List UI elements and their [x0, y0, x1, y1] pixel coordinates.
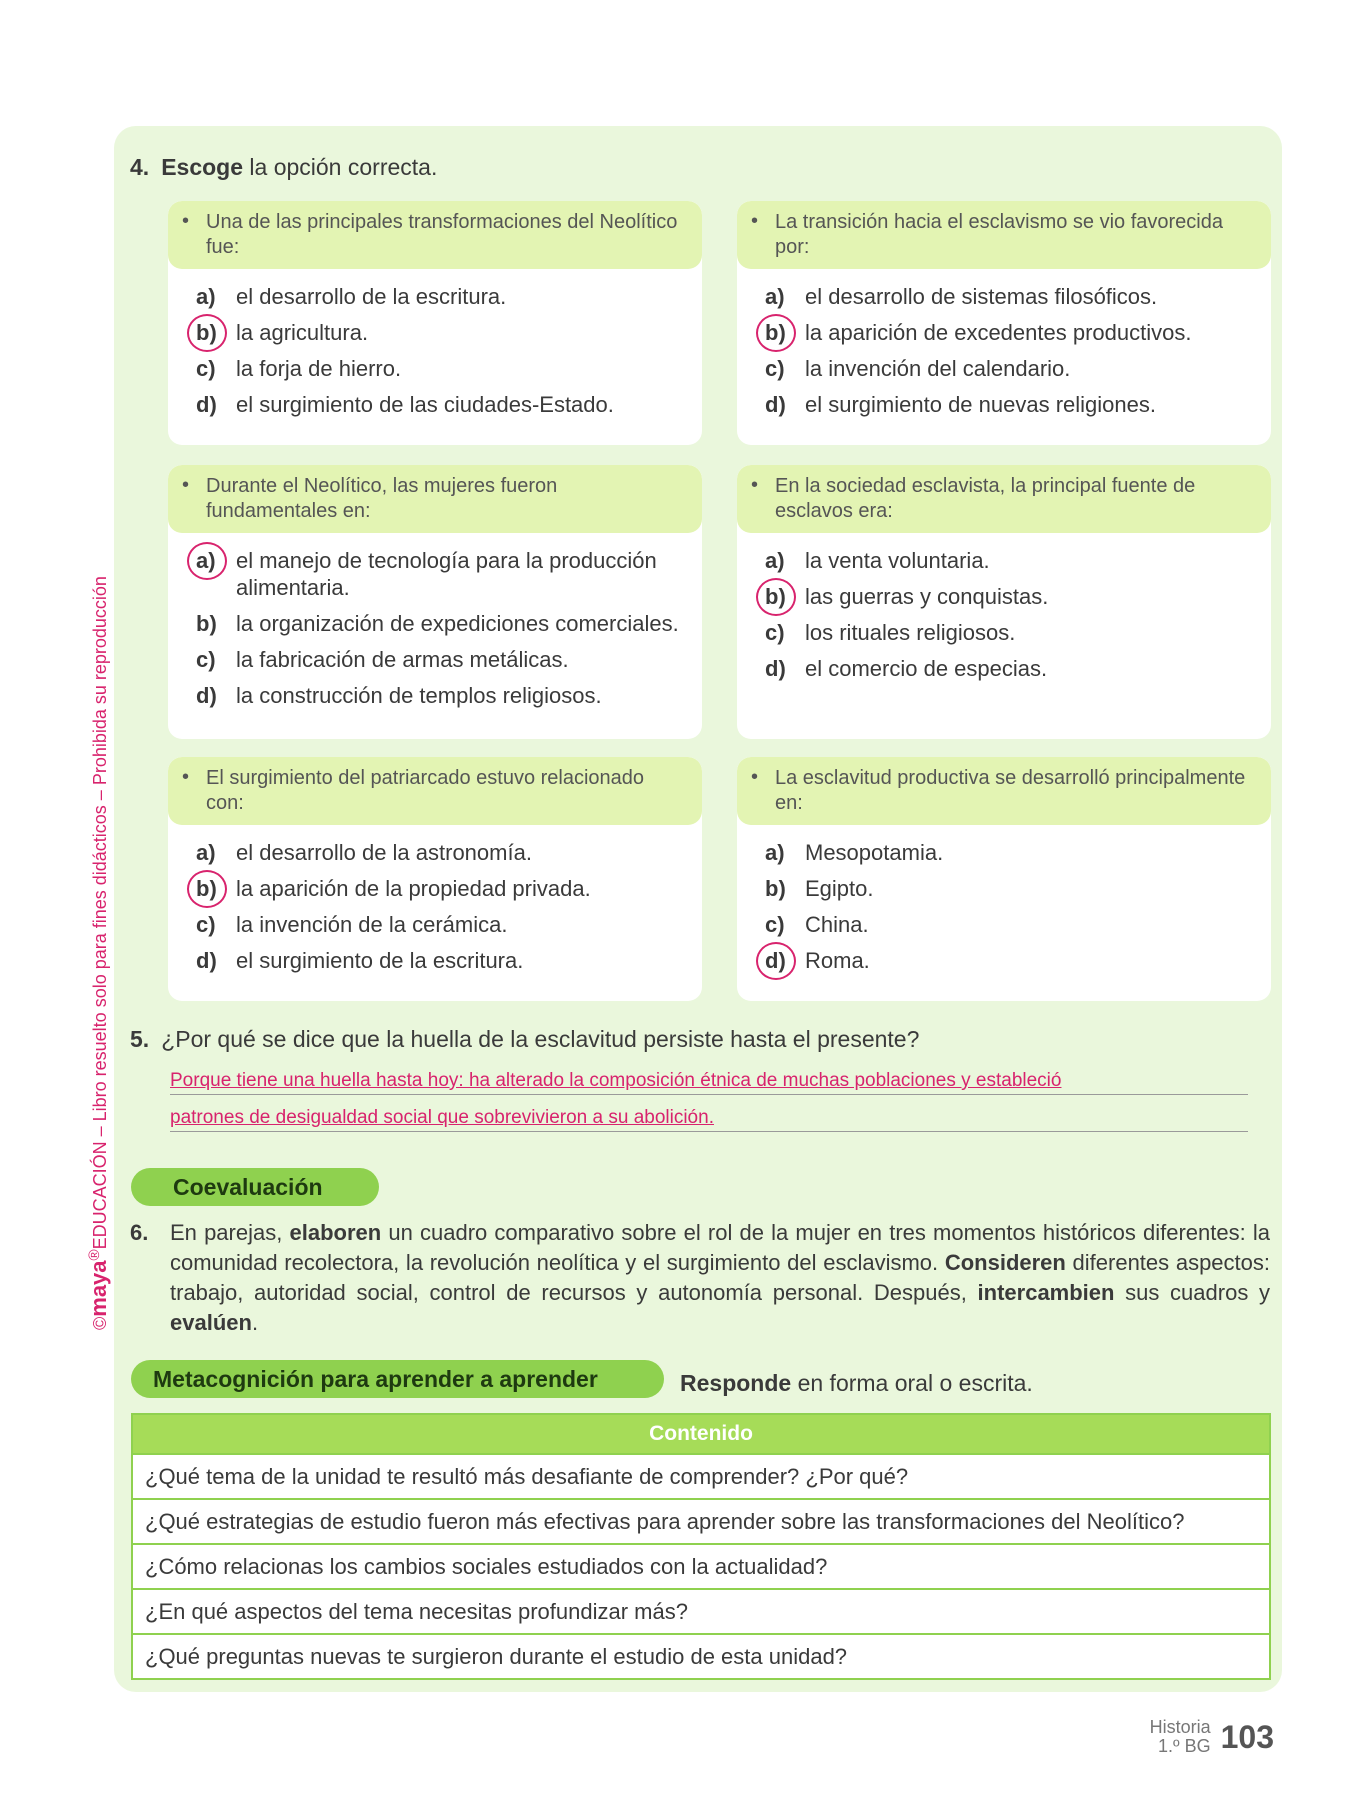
option-letter: c) — [765, 620, 785, 645]
options-list — [168, 533, 702, 709]
page-footer — [1150, 1718, 1274, 1756]
option-letter: d) — [196, 948, 217, 973]
question-card — [168, 465, 702, 739]
question-6-text — [170, 1218, 1270, 1338]
option-item[interactable] — [196, 947, 682, 974]
option-text: la aparición de excedentes productivos. — [805, 320, 1192, 345]
answer-line-1[interactable]: Porque tiene una huella hasta hoy: ha alterado la composición étnica de muchas poblaciones y estableció — [170, 1070, 1248, 1095]
option-text: China. — [805, 912, 869, 937]
question-number: 5. — [130, 1026, 150, 1052]
option-letter: d) — [196, 683, 217, 708]
card-prompt: • La esclavitud productiva se desarrolló principalmente en: — [737, 757, 1271, 825]
option-text: la venta voluntaria. — [805, 548, 990, 573]
option-text: la organización de expediciones comerciales. — [236, 611, 679, 636]
options-list — [737, 533, 1271, 682]
option-letter: c) — [196, 912, 216, 937]
brand-logo-text: maya — [86, 1260, 111, 1317]
option-item[interactable] — [765, 911, 1251, 938]
option-letter: a) — [196, 284, 216, 309]
metacognicion-instruction — [680, 1370, 1033, 1397]
option-letter: c) — [196, 356, 216, 381]
option-item[interactable] — [765, 355, 1251, 382]
bold-run: intercambien — [977, 1280, 1115, 1305]
metacognition-table — [131, 1413, 1271, 1680]
option-letter: c) — [765, 356, 785, 381]
option-text: el manejo de tecnología para la producción alimentaria. — [236, 548, 657, 600]
question-card — [737, 757, 1271, 1001]
option-letter: a) — [765, 548, 785, 573]
side-note-text: EDUCACIÓN – Libro resuelto solo para fines didácticos – Prohibida su reproducción — [90, 576, 110, 1250]
option-item[interactable] — [765, 839, 1251, 866]
option-letter: a) — [765, 284, 785, 309]
table-row — [132, 1499, 1270, 1544]
instruction-text: la opción correcta. — [243, 154, 438, 180]
option-item[interactable] — [765, 283, 1251, 310]
subject-name: Historia — [1149, 1717, 1211, 1737]
page-number: 103 — [1220, 1718, 1274, 1755]
question-card — [168, 201, 702, 445]
option-letter: a) — [196, 840, 216, 865]
option-item-selected[interactable] — [196, 875, 682, 902]
option-letter: d) — [196, 392, 217, 417]
option-item-selected[interactable] — [196, 547, 682, 601]
option-text: la forja de hierro. — [236, 356, 402, 381]
bold-run: Consideren — [944, 1250, 1066, 1275]
text-run: diferentes aspectos: trabajo, autoridad social, control de recursos y autonomía personal. Después, — [170, 1250, 1270, 1305]
options-list — [737, 269, 1271, 418]
question-number: 4. — [130, 154, 150, 180]
text-run: En parejas, — [170, 1220, 290, 1245]
question-card — [168, 757, 702, 1001]
table-row — [132, 1544, 1270, 1589]
prompt-text: En la sociedad esclavista, la principal fuente de esclavos era: — [775, 475, 1196, 522]
text-run: sus cuadros y — [1114, 1280, 1271, 1305]
prompt-text: Una de las principales transformaciones del Neolítico fue: — [206, 211, 678, 258]
prompt-text: La esclavitud productiva se desarrolló principalmente en: — [775, 767, 1246, 814]
option-text: el comercio de especias. — [805, 656, 1048, 681]
option-letter-circled: b) — [196, 875, 236, 902]
question-number: 6. — [130, 1220, 149, 1245]
grade-label: 1.º BG — [1158, 1736, 1211, 1756]
table-cell: ¿Cómo relacionas los cambios sociales estudiados con la actualidad? — [132, 1544, 1270, 1589]
option-text: la construcción de templos religiosos. — [236, 683, 602, 708]
prompt-text: Durante el Neolítico, las mujeres fueron fundamentales en: — [206, 475, 558, 522]
option-letter-circled: d) — [765, 947, 805, 974]
option-text: la invención de la cerámica. — [236, 912, 508, 937]
option-item[interactable] — [196, 682, 682, 709]
option-text: los rituales religiosos. — [805, 620, 1016, 645]
option-item[interactable] — [765, 391, 1251, 418]
table-header-contenido: Contenido — [132, 1414, 1270, 1454]
metacognicion-badge: Metacognición para aprender a aprender — [131, 1360, 664, 1398]
option-item-selected[interactable] — [765, 583, 1251, 610]
option-text: el surgimiento de la escritura. — [236, 948, 524, 973]
option-letter-circled: a) — [196, 547, 236, 601]
option-item[interactable] — [196, 355, 682, 382]
instruction-verb: Escoge — [161, 154, 244, 180]
option-item[interactable] — [196, 646, 682, 673]
option-text: Roma. — [805, 948, 870, 973]
text-run: . — [251, 1310, 259, 1335]
option-text: Egipto. — [805, 876, 874, 901]
option-item[interactable] — [196, 610, 682, 637]
copyright-side-note — [86, 490, 112, 1330]
option-item[interactable] — [765, 619, 1251, 646]
option-text: las guerras y conquistas. — [805, 584, 1049, 609]
question-6 — [130, 1218, 1270, 1338]
card-prompt: • Una de las principales transformaciones del Neolítico fue: — [168, 201, 702, 269]
option-letter: b) — [765, 876, 786, 901]
card-prompt: • Durante el Neolítico, las mujeres fueron fundamentales en: — [168, 465, 702, 533]
option-text: el desarrollo de sistemas filosóficos. — [805, 284, 1158, 309]
options-list — [168, 269, 702, 418]
option-text: la invención del calendario. — [805, 356, 1071, 381]
question-text: ¿Por qué se dice que la huella de la esclavitud persiste hasta el presente? — [161, 1026, 920, 1052]
card-prompt: • En la sociedad esclavista, la principal fuente de esclavos era: — [737, 465, 1271, 533]
question-card — [737, 465, 1271, 739]
option-text: la fabricación de armas metálicas. — [236, 647, 569, 672]
table-cell: ¿Qué tema de la unidad te resultó más desafiante de comprender? ¿Por qué? — [132, 1454, 1270, 1499]
option-letter: d) — [765, 656, 786, 681]
question-4-heading — [130, 154, 437, 181]
table-row — [132, 1589, 1270, 1634]
option-item[interactable] — [196, 839, 682, 866]
option-text: el desarrollo de la astronomía. — [236, 840, 532, 865]
instruction-verb: Responde — [680, 1370, 792, 1396]
option-item-selected[interactable] — [196, 319, 682, 346]
option-text: el desarrollo de la escritura. — [236, 284, 507, 309]
subject-label — [1150, 1718, 1211, 1756]
instruction-text: en forma oral o escrita. — [791, 1370, 1033, 1396]
copyright-symbol: © — [90, 1316, 110, 1330]
option-item[interactable] — [196, 911, 682, 938]
bold-run: elaboren — [289, 1220, 382, 1245]
card-prompt: • El surgimiento del patriarcado estuvo relacionado con: — [168, 757, 702, 825]
option-text: la agricultura. — [236, 320, 369, 345]
table-cell: ¿Qué preguntas nuevas te surgieron durante el estudio de esta unidad? — [132, 1634, 1270, 1679]
table-cell: ¿En qué aspectos del tema necesitas profundizar más? — [132, 1589, 1270, 1634]
option-item[interactable] — [196, 283, 682, 310]
option-letter: b) — [196, 611, 217, 636]
table-row — [132, 1634, 1270, 1679]
option-item[interactable] — [765, 875, 1251, 902]
question-card — [737, 201, 1271, 445]
option-item[interactable] — [196, 391, 682, 418]
option-text: el surgimiento de las ciudades-Estado. — [236, 392, 614, 417]
option-letter-circled: b) — [765, 583, 805, 610]
question-5-heading — [130, 1026, 919, 1053]
option-text: la aparición de la propiedad privada. — [236, 876, 591, 901]
prompt-text: El surgimiento del patriarcado estuvo relacionado con: — [206, 767, 645, 814]
prompt-text: La transición hacia el esclavismo se vio favorecida por: — [775, 211, 1223, 258]
answer-line-2[interactable]: patrones de desigualdad social que sobrevivieron a su abolición. — [170, 1107, 1248, 1132]
option-letter: c) — [196, 647, 216, 672]
options-list — [737, 825, 1271, 974]
table-row — [132, 1454, 1270, 1499]
option-item[interactable] — [765, 547, 1251, 574]
table-cell: ¿Qué estrategias de estudio fueron más efectivas para aprender sobre las transformaciones del Neolítico? — [132, 1499, 1270, 1544]
card-prompt: • La transición hacia el esclavismo se vio favorecida por: — [737, 201, 1271, 269]
option-letter: c) — [765, 912, 785, 937]
option-letter-circled: b) — [196, 319, 236, 346]
option-text: Mesopotamia. — [805, 840, 944, 865]
text-run: un cuadro comparativo sobre el rol de la mujer en tres momentos históricos diferentes: la comunidad recolectora, la revolución neolítica y el surgimiento del esclavismo. — [170, 1220, 1270, 1275]
option-letter: a) — [765, 840, 785, 865]
coevaluacion-badge: Coevaluación — [131, 1168, 379, 1206]
option-item-selected[interactable] — [765, 319, 1251, 346]
option-item[interactable] — [765, 655, 1251, 682]
option-letter-circled: b) — [765, 319, 805, 346]
option-letter: d) — [765, 392, 786, 417]
option-item-selected[interactable] — [765, 947, 1251, 974]
bold-run: evalúen — [170, 1310, 252, 1335]
options-list — [168, 825, 702, 974]
registered-mark: ® — [86, 1249, 103, 1261]
option-text: el surgimiento de nuevas religiones. — [805, 392, 1156, 417]
